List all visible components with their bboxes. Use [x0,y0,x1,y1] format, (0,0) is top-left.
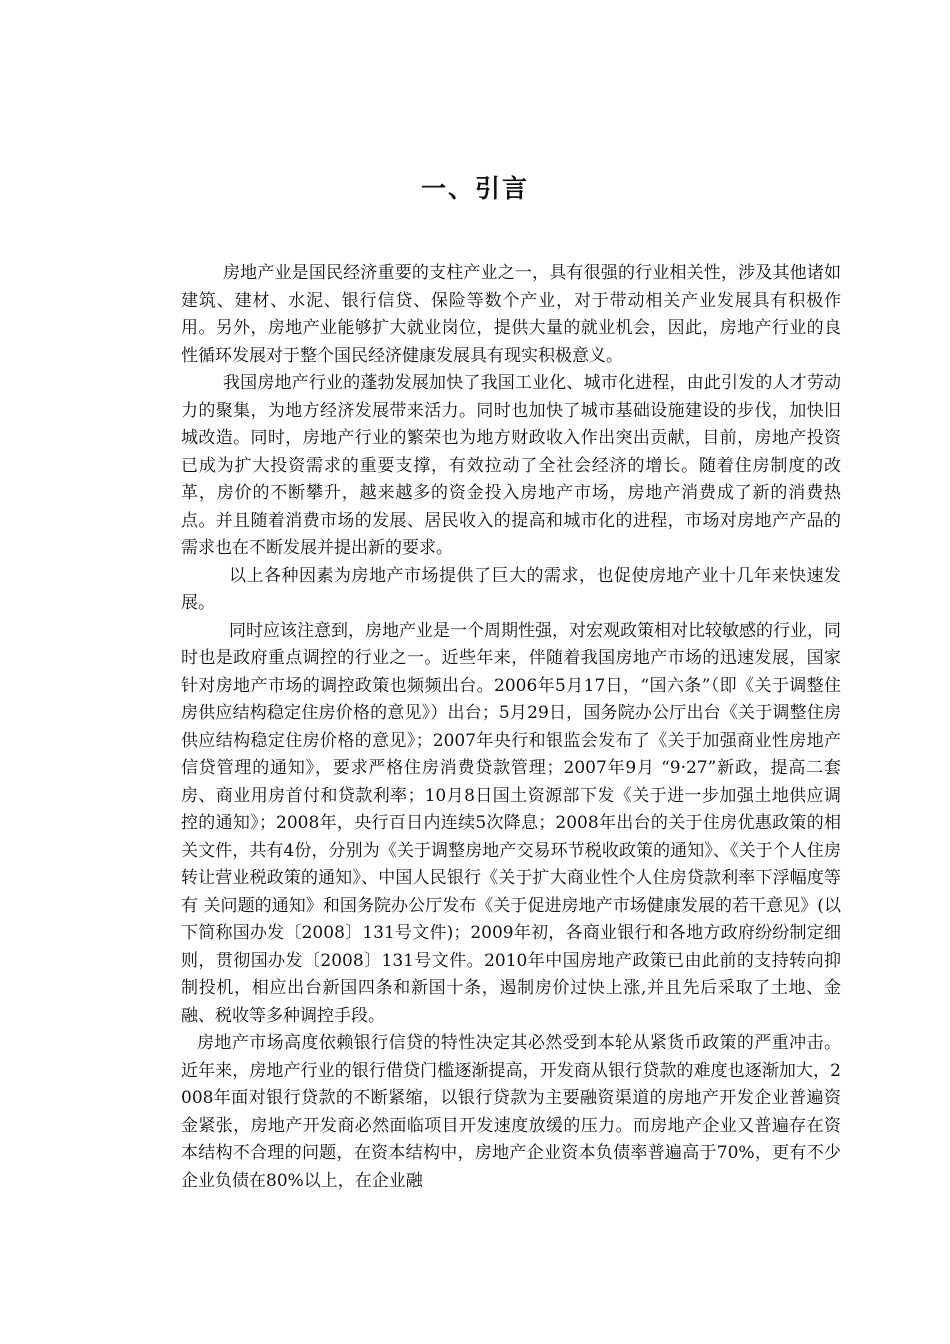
paragraph-2: 我国房地产行业的蓬勃发展加快了我国工业化、城市化进程，由此引发的人才劳动力的聚集，为地方经济发展带来活力。同时也加快了城市基础设施建设的步伐，加快旧城改造。同时，房地产行业的繁荣也为地方财政收入作出突出贡献，目前，房地产投资已成为扩大投资需求的重要支撑，有效拉动了全社会经济的增长。随着住房制度的改革，房价的不断攀升，越来越多的资金投入房地产市场，房地产消费成了新的消费热点。并且随着消费市场的发展、居民收入的提高和城市化的进程，市场对房地产产品的需求也在不断发展并提出新的要求。 [181,373,841,558]
paragraph-1: 房地产业是国民经济重要的支柱产业之一，具有很强的行业相关性，涉及其他诸如建筑、建材、水泥、银行信贷、保险等数个产业，对于带动相关产业发展具有积极作用。另外，房地产业能够扩大就业岗位，提供大量的就业机会，因此，房地产行业的良性循环发展对于整个国民经济健康发展具有现实积极意义。 [181,263,841,366]
paragraph-4: 同时应该注意到，房地产业是一个周期性强，对宏观政策相对比较敏感的行业，同时也是政府重点调控的行业之一。近些年来，伴随着我国房地产市场的迅速发展，国家针对房地产市场的调控政策也频频出台。2006年5月17日，“国六条”（即《关于调整住房供应结构稳定住房价格的意见》）出台；5月29日，国务院办公厅出台《关于调整住房供应结构稳定住房价格的意见》；2007年央行和银监会发布了《关于加强商业性房地产信贷管理的通知》，要求严格住房消费贷款管理；2007年9月 “9·27”新政，提高二套房、商业用房首付和贷款利率；10月8日国土资源部下发《关于进一步加强土地供应调控的通知》；2008年，央行百日内连续5次降息；2008年出台的关于住房优惠政策的相关文件，共有4份，分别为《关于调整房地产交易环节税收政策的通知》、《关于个人住房转让营业税政策的通知》、中国人民银行《关于扩大商业性个人住房贷款利率下浮幅度等有 关问题的通知》和国务院办公厅发布《关于促进房地产市场健康发展的若干意见》(以下简称国办发〔2008〕131号文件)；2009年初，各商业银行和各地方政府纷纷制定细则，贯彻国办发〔2008〕131号文件。2010年中国房地产政策已由此前的支持转向抑制投机，相应出台新国四条和新国十条，遏制房价过快上涨,并且先后采取了土地、金融、税收等多种调控手段。 [181,620,841,1026]
body-text [181,260,841,1195]
paragraph-5: 房地产市场高度依赖银行信贷的特性决定其必然受到本轮从紧货币政策的严重冲击。近年来，房地产行业的银行借贷门槛逐渐提高，开发商从银行贷款的难度也逐渐加大，2008年面对银行贷款的不断紧缩，以银行贷款为主要融资渠道的房地产开发企业普遍资金紧张，房地产开发商必然面临项目开发速度放缓的压力。而房地产企业又普遍存在资本结构不合理的问题，在资本结构中，房地产企业资本负债率普遍高于70%，更有不少企业负债在80%以上，在企业融 [181,1033,841,1191]
paragraph-3: 以上各种因素为房地产市场提供了巨大的需求，也促使房地产业十几年来快速发展。 [181,565,841,613]
section-title: 一、引言 [420,174,529,203]
